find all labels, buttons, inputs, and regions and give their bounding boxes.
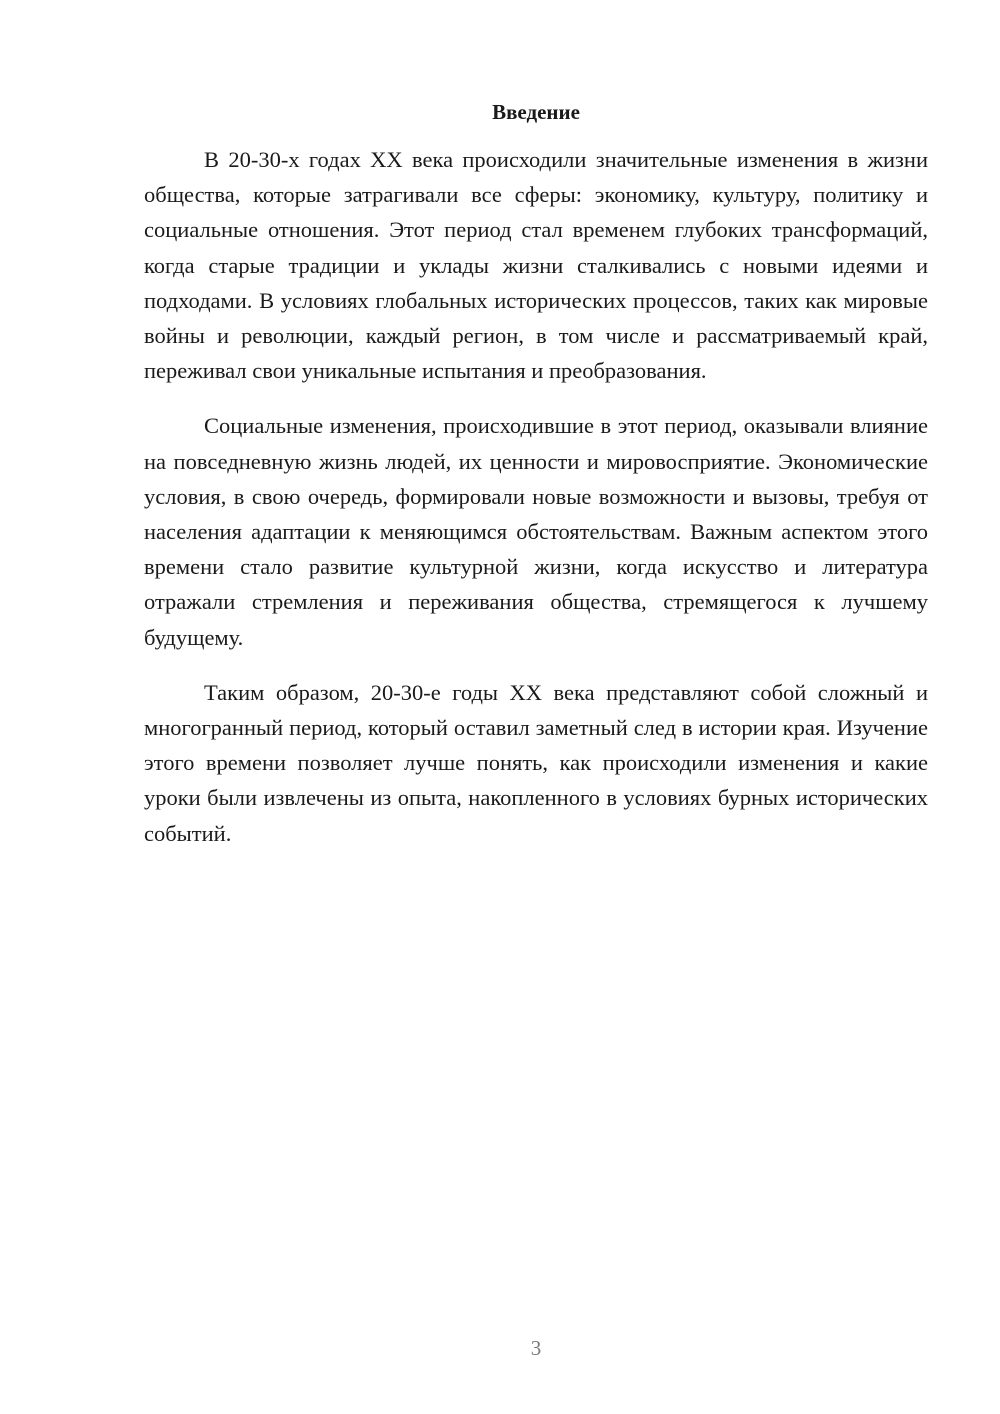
paragraph: Социальные изменения, происходившие в этот период, оказывали влияние на повседневную жизнь людей, их ценности и мировосприятие. Экономические условия, в свою очередь, формировали новые возможности и вызовы, требуя от населения адаптации к меняющимся обстоятельствам. Важным аспектом этого времени стало развитие культурной жизни, когда искусство и литература отражали стремления и переживания общества, стремящегося к лучшему будущему. [144, 413, 928, 650]
paragraph: В 20-30-х годах XX века происходили значительные изменения в жизни общества, которые затрагивали все сферы: экономику, культуру, политику и социальные отношения. Этот период стал временем глубоких трансформаций, когда старые традиции и уклады жизни сталкивались с новыми идеями и подходами. В условиях глобальных исторических процессов, таких как мировые войны и революции, каждый регион, в том числе и рассматриваемый край, переживал свои уникальные испытания и преобразования. [144, 147, 928, 384]
paragraph: Таким образом, 20-30-е годы XX века представляют собой сложный и многогранный период, который оставил заметный след в истории края. Изучение этого времени позволяет лучше понять, как происходили изменения и какие уроки были извлечены из опыта, накопленного в условиях бурных исторических событий. [144, 679, 928, 846]
section-heading: Введение [492, 100, 580, 124]
body-text [144, 142, 928, 871]
page-number: 3 [530, 1336, 542, 1360]
